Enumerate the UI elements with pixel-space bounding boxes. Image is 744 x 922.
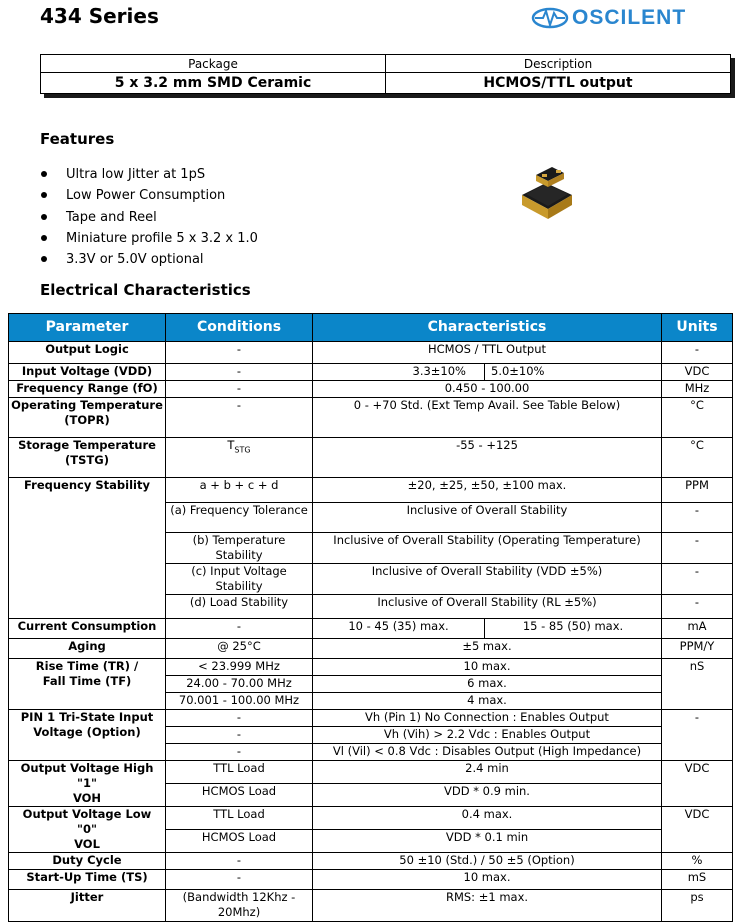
list-item: Ultra low Jitter at 1pS	[40, 164, 258, 185]
table-cell: ±5 max.	[313, 639, 662, 659]
table-cell: 2.4 min	[313, 761, 662, 784]
table-cell: (b) Temperature Stability	[166, 533, 313, 564]
table-cell: MHz	[662, 381, 733, 398]
table-cell: Operating Temperature (TOPR)	[9, 398, 166, 438]
features-heading: Features	[40, 130, 115, 148]
table-cell: -	[166, 342, 313, 364]
table-cell: Inclusive of Overall Stability (RL ±5%)	[313, 595, 662, 619]
table-cell: Frequency Range (fO)	[9, 381, 166, 398]
table-cell: Inclusive of Overall Stability (Operating Temperature)	[313, 533, 662, 564]
table-cell: -	[166, 710, 313, 727]
table-cell: Jitter	[9, 890, 166, 922]
table-cell: 24.00 - 70.00 MHz	[166, 676, 313, 693]
table-cell: -	[166, 853, 313, 870]
table-cell: -	[166, 381, 313, 398]
table-cell: PPM/Y	[662, 639, 733, 659]
table-cell: PPM	[662, 478, 733, 503]
electrical-table	[8, 313, 733, 922]
table-cell: -	[166, 619, 313, 639]
table-cell: $T_{STG}$	[166, 438, 313, 478]
table-cell: Inclusive of Overall Stability	[313, 503, 662, 533]
table-cell: Rise Time (TR) / Fall Time (TF)	[9, 659, 166, 710]
header-units: Units	[662, 314, 733, 342]
table-cell: VDD * 0.1 min	[313, 830, 662, 853]
table-cell: VDD * 0.9 min.	[313, 784, 662, 807]
table-cell: Duty Cycle	[9, 853, 166, 870]
table-cell: -	[166, 364, 313, 381]
table-cell: -	[662, 342, 733, 364]
list-item: Low Power Consumption	[40, 185, 258, 206]
description-header: Description	[386, 55, 731, 73]
table-cell: (d) Load Stability	[166, 595, 313, 619]
table-cell: Current Consumption	[9, 619, 166, 639]
table-cell: °C	[662, 438, 733, 478]
list-item: 3.3V or 5.0V optional	[40, 249, 258, 270]
table-cell: -	[662, 564, 733, 595]
table-cell: mA	[662, 619, 733, 639]
header-conditions: Conditions	[166, 314, 313, 342]
table-cell: VDC	[662, 807, 733, 853]
table-cell: PIN 1 Tri-State Input Voltage (Option)	[9, 710, 166, 761]
smd-crystal-image	[518, 165, 576, 223]
table-cell: 10 max.	[313, 659, 662, 676]
table-cell: ±20, ±25, ±50, ±100 max.	[313, 478, 662, 503]
table-cell: 15 - 85 (50) max.	[485, 619, 662, 639]
table-cell: mS	[662, 870, 733, 890]
table-cell: RMS: ±1 max.	[313, 890, 662, 922]
electrical-heading: Electrical Characteristics	[40, 281, 251, 299]
table-cell: ps	[662, 890, 733, 922]
table-cell: Vh (Pin 1) No Connection : Enables Output	[313, 710, 662, 727]
table-cell: 0 - +70 Std. (Ext Temp Avail. See Table Below)	[313, 398, 662, 438]
list-item: Miniature profile 5 x 3.2 x 1.0	[40, 228, 258, 249]
table-cell: Output Voltage Low "0" VOL	[9, 807, 166, 853]
features-list	[40, 164, 258, 270]
table-cell: HCMOS Load	[166, 784, 313, 807]
table-cell: 10 max.	[313, 870, 662, 890]
package-table	[40, 54, 731, 94]
table-cell: 0.450 - 100.00	[313, 381, 662, 398]
description-value: HCMOS/TTL output	[386, 73, 731, 94]
table-cell: Vh (Vih) > 2.2 Vdc : Enables Output	[313, 727, 662, 744]
table-cell: 4 max.	[313, 693, 662, 710]
page-title: 434 Series	[40, 4, 159, 28]
table-cell: a + b + c + d	[166, 478, 313, 503]
table-cell: TTL Load	[166, 807, 313, 830]
table-cell: Start-Up Time (TS)	[9, 870, 166, 890]
table-cell: < 23.999 MHz	[166, 659, 313, 676]
table-cell: (Bandwidth 12Khz - 20Mhz)	[166, 890, 313, 922]
table-cell: VDC	[662, 364, 733, 381]
header-characteristics: Characteristics	[313, 314, 662, 342]
table-cell: Inclusive of Overall Stability (VDD ±5%)	[313, 564, 662, 595]
table-cell: @ 25°C	[166, 639, 313, 659]
list-item: Tape and Reel	[40, 207, 258, 228]
table-cell: -	[166, 398, 313, 438]
brand-name: OSCILENT	[572, 6, 687, 29]
table-cell: 0.4 max.	[313, 807, 662, 830]
table-cell: -	[166, 870, 313, 890]
table-cell: (a) Frequency Tolerance	[166, 503, 313, 533]
brand-logo	[531, 5, 686, 31]
table-cell: HCMOS / TTL Output	[313, 342, 662, 364]
table-cell: Output Logic	[9, 342, 166, 364]
table-cell: -55 - +125	[313, 438, 662, 478]
table-cell: (c) Input Voltage Stability	[166, 564, 313, 595]
table-cell: °C	[662, 398, 733, 438]
table-cell: HCMOS Load	[166, 830, 313, 853]
table-cell: 6 max.	[313, 676, 662, 693]
table-cell: Frequency Stability	[9, 478, 166, 619]
package-value: 5 x 3.2 mm SMD Ceramic	[41, 73, 386, 94]
table-cell: -	[662, 503, 733, 533]
table-cell: -	[166, 744, 313, 761]
table-cell: VDC	[662, 761, 733, 807]
header-parameter: Parameter	[9, 314, 166, 342]
table-cell: nS	[662, 659, 733, 710]
table-cell: Input Voltage (VDD)	[9, 364, 166, 381]
table-cell: -	[662, 595, 733, 619]
table-cell: 70.001 - 100.00 MHz	[166, 693, 313, 710]
table-cell: 3.3±10%	[313, 364, 485, 381]
table-cell: -	[662, 533, 733, 564]
table-cell: Aging	[9, 639, 166, 659]
table-cell: 50 ±10 (Std.) / 50 ±5 (Option)	[313, 853, 662, 870]
table-cell: Storage Temperature (TSTG)	[9, 438, 166, 478]
table-cell: -	[662, 710, 733, 761]
package-header: Package	[41, 55, 386, 73]
table-cell: -	[166, 727, 313, 744]
table-cell: %	[662, 853, 733, 870]
table-cell: TTL Load	[166, 761, 313, 784]
table-cell: 10 - 45 (35) max.	[313, 619, 485, 639]
oscilent-wave-icon	[531, 6, 569, 30]
table-cell: Output Voltage High "1" VOH	[9, 761, 166, 807]
table-cell: Vl (Vil) < 0.8 Vdc : Disables Output (High Impedance)	[313, 744, 662, 761]
table-cell: 5.0±10%	[485, 364, 662, 381]
